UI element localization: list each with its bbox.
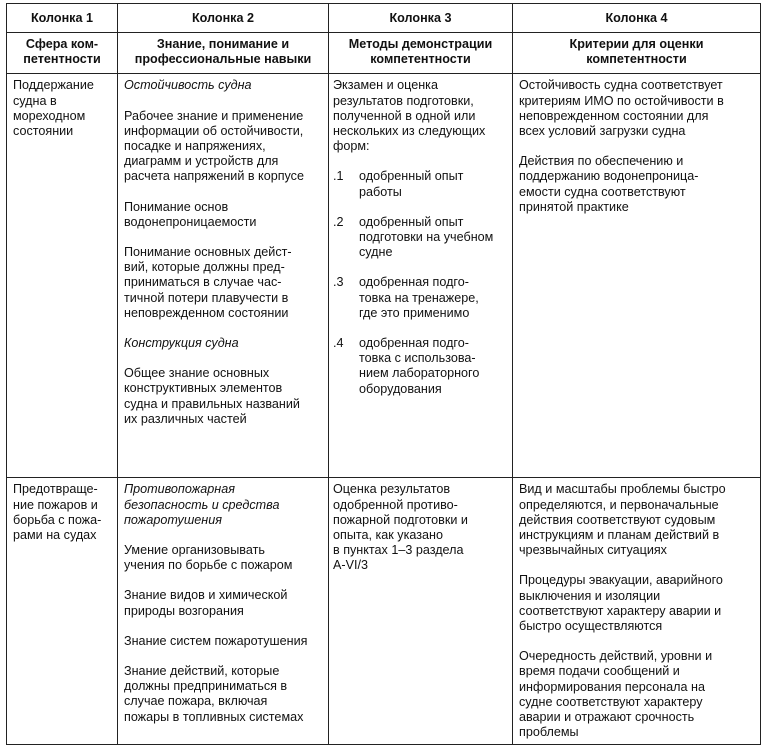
methods-list — [333, 169, 506, 396]
criteria-item: Процедуры эвакуации, аварийного выключения и изоляции соответствуют характеру аварии и быстро осуществляются — [519, 573, 723, 634]
list-item — [333, 169, 506, 199]
list-item-text: одобренная подго- товка с использова- нием лабораторного оборудования — [359, 336, 480, 396]
column-title-row — [7, 33, 761, 74]
list-item-text: одобренная подго- товка на тренажере, где это применимо — [359, 275, 479, 320]
methods-cell — [329, 478, 513, 745]
list-item — [333, 336, 506, 397]
table-row — [7, 74, 761, 478]
knowledge-item: Понимание основ водонепроницаемости — [124, 199, 257, 229]
column-header-4: Колонка 4 — [513, 4, 761, 33]
competence-cell: Предотвраще- ние пожаров и борьба с пожа- рами на судах — [7, 478, 118, 745]
knowledge-item: Знание действий, которые должны предприниматься в случае пожара, включая пожары в топливных системах — [124, 664, 304, 724]
knowledge-item: Умение организовывать учения по борьбе с пожаром — [124, 543, 293, 573]
column-title-competence: Сфера ком- петентности — [7, 33, 118, 74]
methods-cell — [329, 74, 513, 478]
knowledge-item: Понимание основных дейст- вий, которые должны пред- приниматься в случае час- тичной потери плавучести в неповрежденном состоянии — [124, 245, 292, 320]
methods-intro: Оценка результатов одобренной противо- пожарной подготовки и опыта, как указано в пунктах 1–3 раздела A-VI/3 — [333, 482, 468, 573]
list-item-number: .3 — [333, 275, 344, 290]
knowledge-item: Общее знание основных конструктивных элементов судна и правильных названий их различных частей — [124, 366, 300, 426]
criteria-item: Очередность действий, уровни и время подачи сообщений и информирования персонала на судне соответствуют характеру аварии и отражают срочность проблемы — [519, 649, 713, 740]
column-title-criteria: Критерии для оценки компетентности — [513, 33, 761, 74]
criteria-item: Остойчивость судна соответствует критериям ИМО по остойчивости в неповрежденном состоянии для всех условий загрузки судна — [519, 78, 724, 139]
table-body — [7, 74, 761, 745]
competence-table — [6, 3, 761, 745]
criteria-cell — [513, 74, 761, 478]
methods-intro: Экзамен и оценка результатов подготовки, полученной в одной или нескольких из следующих форм: — [333, 78, 486, 154]
knowledge-cell — [118, 74, 329, 478]
column-header-2: Колонка 2 — [118, 4, 329, 33]
list-item — [333, 275, 506, 321]
list-item-text: одобренный опыт подготовки на учебном судне — [359, 214, 494, 260]
column-title-knowledge: Знание, понимание и профессиональные навыки — [118, 33, 329, 74]
knowledge-topic: Противопожарная безопасность и средства пожаротушения — [124, 482, 280, 527]
competence-cell: Поддержание судна в мореходном состоянии — [7, 74, 118, 478]
column-number-row — [7, 4, 761, 33]
list-item-number: .2 — [333, 214, 344, 229]
column-title-methods: Методы демонстрации компетентности — [329, 33, 513, 74]
list-item — [333, 215, 506, 261]
knowledge-topic: Конструкция судна — [124, 336, 239, 351]
criteria-item: Действия по обеспечению и поддержанию водонепроница- емости судна соответствуют принятой практике — [519, 154, 699, 214]
knowledge-item: Рабочее знание и применение информации об остойчивости, посадке и напряжениях, диаграмм и устройств для расчета напряжений в корпусе — [124, 108, 304, 184]
knowledge-item: Знание систем пожаротушения — [124, 633, 308, 648]
table-row — [7, 478, 761, 745]
criteria-cell — [513, 478, 761, 745]
column-header-1: Колонка 1 — [7, 4, 118, 33]
criteria-item: Вид и масштабы проблемы быстро определяются, и первоначальные действия соответствуют судовым инструкциям и планам действий в чрезвычайных ситуациях — [519, 482, 726, 558]
knowledge-cell — [118, 478, 329, 745]
list-item-text: одобренный опыт работы — [359, 169, 464, 199]
knowledge-topic: Остойчивость судна — [124, 78, 252, 93]
list-item-number: .1 — [333, 169, 344, 184]
knowledge-item: Знание видов и химической природы возгорания — [124, 588, 288, 618]
column-header-3: Колонка 3 — [329, 4, 513, 33]
list-item-number: .4 — [333, 336, 344, 351]
